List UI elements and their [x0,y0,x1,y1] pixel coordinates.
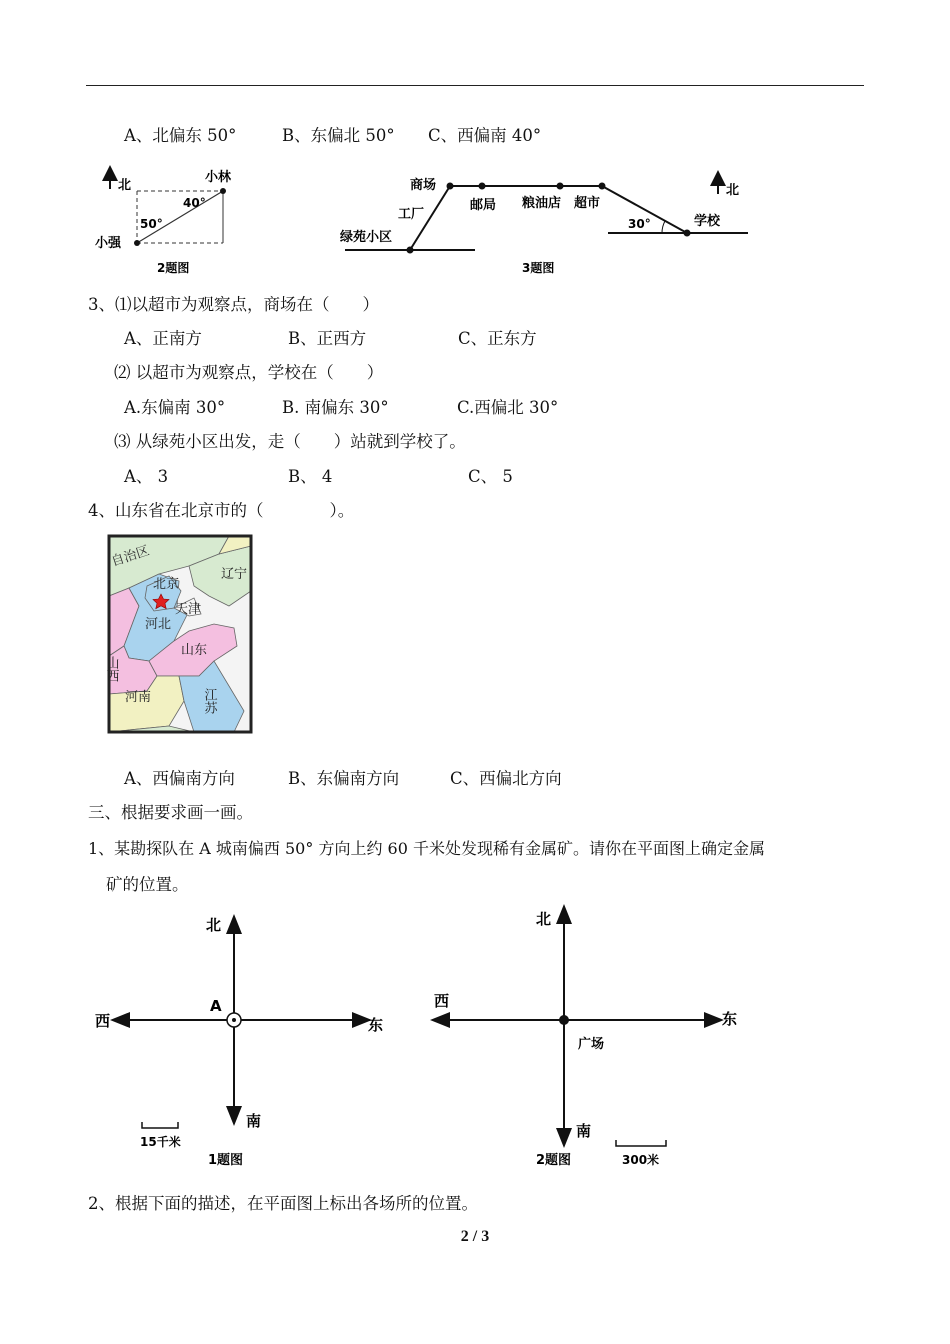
map-label-zizhiqu: 自治区 [109,543,152,570]
q4-question: 4、山东省在北京市的（ ）。 [88,501,355,520]
q3-part1: 3、⑴以超市为观察点，商场在（ ） [88,295,379,314]
cfig1-north: 北 [206,916,222,934]
q3-part1-option-a: A、正南方 [124,329,202,348]
region-map [103,536,251,732]
fig3-angle-30: 30° [628,217,651,231]
cfig1-west: 西 [95,1012,111,1030]
map-label-shanxi: 山西 [103,656,119,682]
fig3-xuexiao: 学校 [694,214,721,229]
fig3-north-label: 北 [726,183,740,198]
q3-part1-option-b: B、正西方 [288,329,367,348]
q3-part1-option-c: C、正东方 [458,329,537,348]
page-number: 2 / 3 [460,1228,490,1245]
fig3-shangchang: 商场 [410,178,437,193]
fig3-caption: 3题图 [522,261,555,275]
q2-option-c: C、西偏南 40° [428,126,542,145]
q4-option-b: B、东偏南方向 [288,769,400,788]
map-label-shandong: 山东 [181,643,208,658]
q2-option-b: B、东偏北 50° [282,126,395,145]
q3-part2-option-a: A.东偏南 30° [124,398,226,417]
cfig1-south: 南 [246,1112,262,1130]
fig2-angle-50: 50° [140,217,163,231]
cfig1-scale: 15千米 [140,1135,181,1149]
q4-option-c: C、西偏北方向 [450,769,562,788]
fig3-gongchang: 工厂 [398,207,425,222]
header-rule [86,85,864,86]
q3-part3-option-c: C、 5 [468,467,513,486]
q4-option-a: A、西偏南方向 [124,769,235,788]
cfig1-caption: 1题图 [208,1153,244,1168]
map-label-beijing: 北京 [153,577,180,592]
q3-part3-option-b: B、 4 [288,467,333,486]
fig2-xiaolin-label: 小林 [205,170,232,185]
fig2-caption: 2题图 [157,261,190,275]
q3-part3: ⑶ 从绿苑小区出发，走（ ）站就到学校了。 [114,432,466,451]
q3-part3-option-a: A、 3 [124,467,169,486]
q2-option-a: A、北偏东 50° [124,126,237,145]
cfig2-scale: 300米 [622,1153,660,1167]
section-3-q1-line2: 矿的位置。 [106,875,189,894]
fig3-chaoshi: 超市 [574,196,601,211]
fig3-liangyoudian: 粮油店 [522,196,562,211]
map-label-liaoning: 辽宁 [221,567,248,582]
fig3-lvyuan: 绿苑小区 [340,230,393,245]
figure-2 [95,165,295,275]
map-label-henan: 河南 [125,690,152,705]
fig2-north-label: 北 [118,178,132,193]
q3-part2-option-c: C.西偏北 30° [457,398,559,417]
cfig2-caption: 2题图 [536,1153,572,1168]
cfig2-south: 南 [576,1122,592,1140]
cfig2-north: 北 [536,910,552,928]
fig2-angle-40: 40° [183,196,206,210]
compass-figure-2 [430,908,750,1168]
q3-part2: ⑵ 以超市为观察点，学校在（ ） [114,363,384,382]
q3-part2-option-b: B. 南偏东 30° [282,398,389,417]
fig2-xiaoqiang-label: 小强 [95,236,122,251]
fig3-youju: 邮局 [470,198,497,213]
cfig1-center: A [210,997,222,1015]
cfig1-east: 东 [368,1016,384,1034]
map-label-jiangsu: 江苏 [201,688,217,714]
compass-figure-1 [90,908,390,1168]
cfig2-center: 广场 [578,1037,605,1052]
figure-3 [340,170,760,280]
map-label-tianjin: 天津 [175,602,202,617]
map-label-hebei: 河北 [145,617,172,632]
cfig2-west: 西 [434,992,450,1010]
section-3-q1-line1: 1、某勘探队在 A 城南偏西 50° 方向上约 60 千米处发现稀有金属矿。请你在平面图上确定金属 [88,839,765,858]
q2-draw-instruction: 2、根据下面的描述，在平面图上标出各场所的位置。 [88,1194,478,1213]
cfig2-east: 东 [722,1010,738,1028]
section-3-heading: 三、根据要求画一画。 [88,803,253,822]
